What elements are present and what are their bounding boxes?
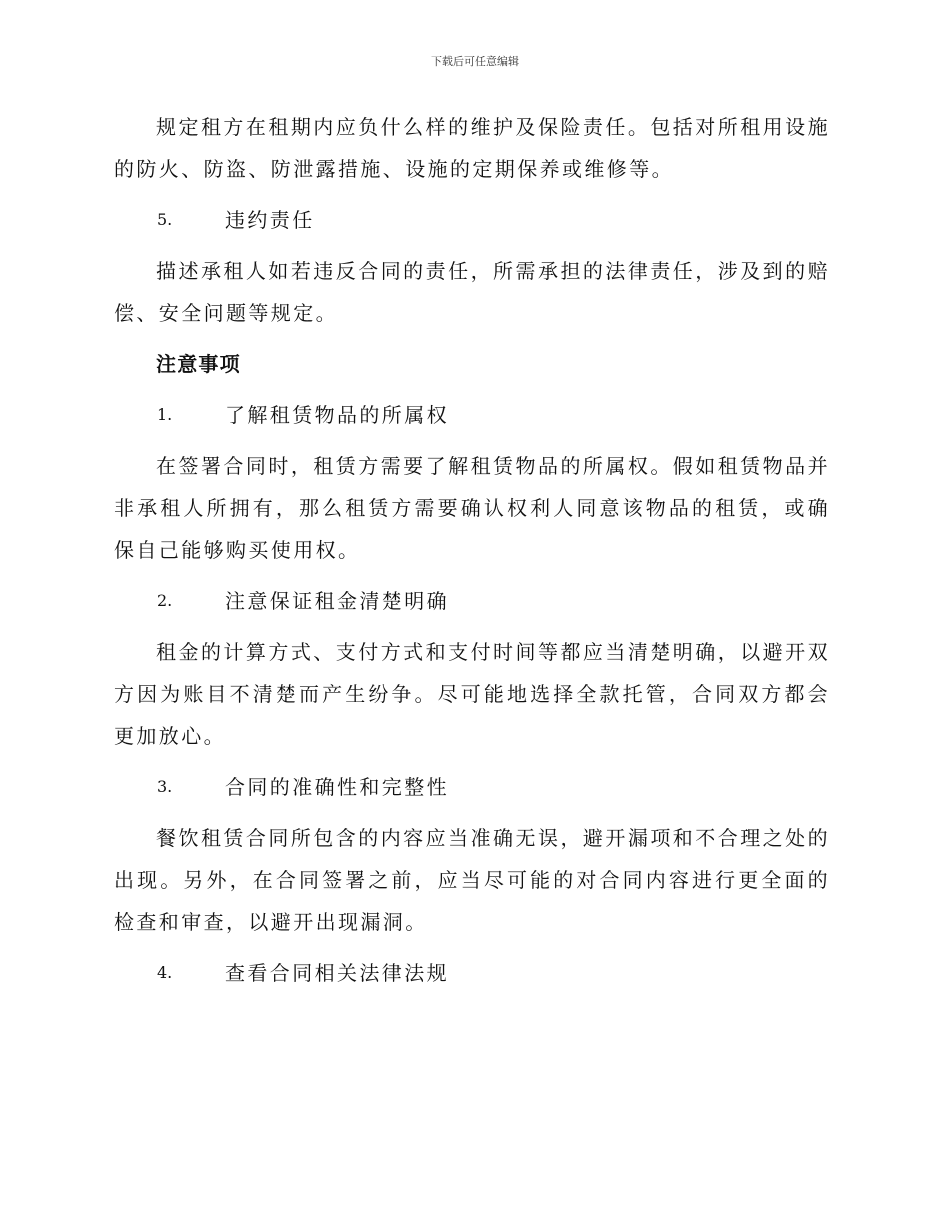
list-item-accuracy [114, 766, 830, 808]
list-item-title: 违约责任 [225, 208, 315, 232]
paragraph-maintenance: 规定租方在租期内应负什么样的维护及保险责任。包括对所租用设施的防火、防盗、防泄露措施、设施的定期保养或维修等。 [114, 115, 830, 181]
paragraph-breach: 描述承租人如若违反合同的责任，所需承担的法律责任，涉及到的赔偿、安全问题等规定。 [114, 259, 830, 325]
list-item-breach [114, 199, 830, 241]
list-item-laws [114, 952, 830, 994]
document-body [114, 106, 830, 994]
page-header: 下载后可任意编辑 [431, 55, 519, 68]
list-number: 5. [157, 210, 173, 229]
list-item-rent [114, 580, 830, 622]
list-item-title: 查看合同相关法律法规 [225, 961, 449, 985]
list-number: 3. [157, 777, 173, 796]
list-item-ownership [114, 394, 830, 436]
list-item-title: 注意保证租金清楚明确 [225, 589, 449, 613]
list-number: 2. [157, 591, 173, 610]
list-item-title: 合同的准确性和完整性 [225, 775, 449, 799]
list-number: 1. [157, 405, 173, 424]
section-heading: 注意事项 [156, 352, 241, 376]
paragraph-ownership: 在签署合同时，租赁方需要了解租赁物品的所属权。假如租赁物品并非承租人所拥有，那么租赁方需要确认权利人同意该物品的租赁，或确保自己能够购买使用权。 [114, 454, 830, 562]
paragraph-accuracy: 餐饮租赁合同所包含的内容应当准确无误，避开漏项和不合理之处的出现。另外，在合同签署之前，应当尽可能的对合同内容进行更全面的检查和审查，以避开出现漏洞。 [114, 826, 830, 934]
list-item-title: 了解租赁物品的所属权 [225, 403, 449, 427]
paragraph-rent: 租金的计算方式、支付方式和支付时间等都应当清楚明确，以避开双方因为账目不清楚而产生纷争。尽可能地选择全款托管，合同双方都会更加放心。 [114, 640, 830, 748]
list-number: 4. [157, 963, 173, 982]
